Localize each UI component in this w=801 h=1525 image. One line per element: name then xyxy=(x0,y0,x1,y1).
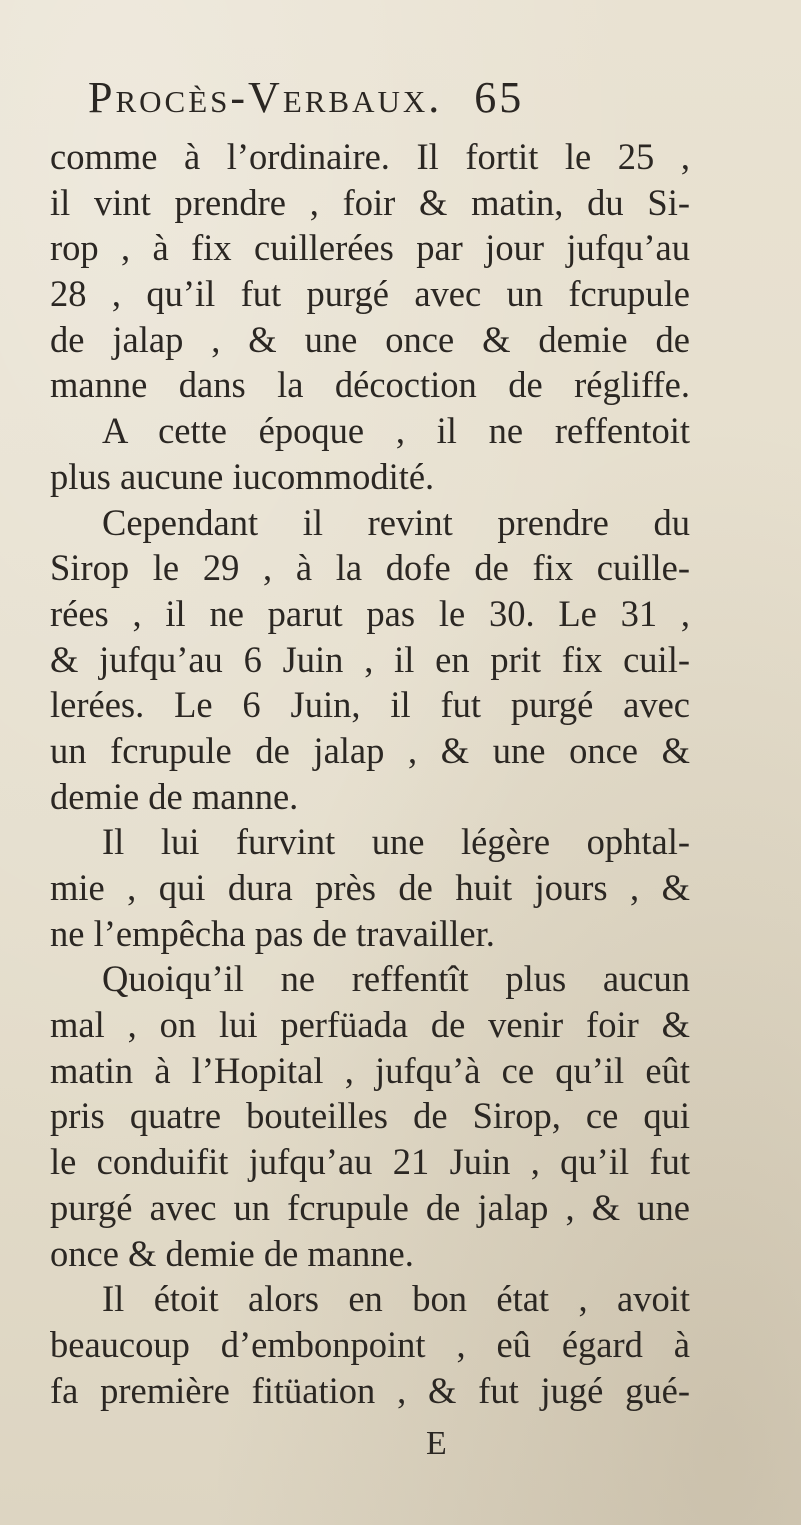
body-text xyxy=(50,134,690,1413)
text-line: plus aucune iucommodité. xyxy=(50,455,435,497)
text-line: le conduifit jufqu’au 21 Juin , qu’il fut xyxy=(50,1141,690,1183)
text-line: beaucoup d’embonpoint , eû égard à xyxy=(50,1323,690,1365)
running-title: Procès-Verbaux. xyxy=(88,73,443,122)
text-line: 28 , qu’il fut purgé avec un fcrupule xyxy=(50,273,690,315)
text-line: mal , on lui perfüada de venir foir & xyxy=(50,1004,690,1046)
text-line: de jalap , & une once & demie de xyxy=(50,318,690,360)
text-line: ne l’empêcha pas de travailler. xyxy=(50,912,495,954)
text-line: A cette époque , il ne reffentoit xyxy=(102,410,690,452)
text-line: pris quatre bouteilles de Sirop, ce qui xyxy=(50,1095,690,1137)
signature-mark: E xyxy=(426,1425,447,1462)
text-line: il vint prendre , foir & matin, du Si- xyxy=(50,181,690,223)
text-line: Sirop le 29 , à la dofe de fix cuille- xyxy=(50,547,690,589)
page-number: 65 xyxy=(474,73,525,122)
text-line: Il lui furvint une légère ophtal- xyxy=(102,821,690,863)
text-line: manne dans la décoction de régliffe. xyxy=(50,364,690,406)
text-line: rop , à fix cuillerées par jour jufqu’au xyxy=(50,227,690,269)
text-line: once & demie de manne. xyxy=(50,1232,414,1274)
text-line: Cependant il revint prendre du xyxy=(102,501,690,543)
text-line: un fcrupule de jalap , & une once & xyxy=(50,729,690,771)
text-line: & jufqu’au 6 Juin , il en prit fix cuil- xyxy=(50,638,690,680)
text-line: Quoiqu’il ne reffentît plus aucun xyxy=(102,958,690,1000)
text-line: purgé avec un fcrupule de jalap , & une xyxy=(50,1186,690,1228)
text-line: comme à l’ordinaire. Il fortit le 25 , xyxy=(50,136,690,177)
text-line: Il étoit alors en bon état , avoit xyxy=(102,1278,690,1320)
text-line: fa première fitüation , & fut jugé gué- xyxy=(50,1369,690,1411)
text-line: mie , qui dura près de huit jours , & xyxy=(50,867,690,908)
page-header xyxy=(88,72,688,123)
text-line: matin à l’Hopital , jufqu’à ce qu’il eût xyxy=(50,1049,690,1091)
text-line: lerées. Le 6 Juin, il fut purgé avec xyxy=(50,684,690,726)
text-line: rées , il ne parut pas le 30. Le 31 , xyxy=(50,592,690,634)
text-line: demie de manne. xyxy=(50,775,299,817)
